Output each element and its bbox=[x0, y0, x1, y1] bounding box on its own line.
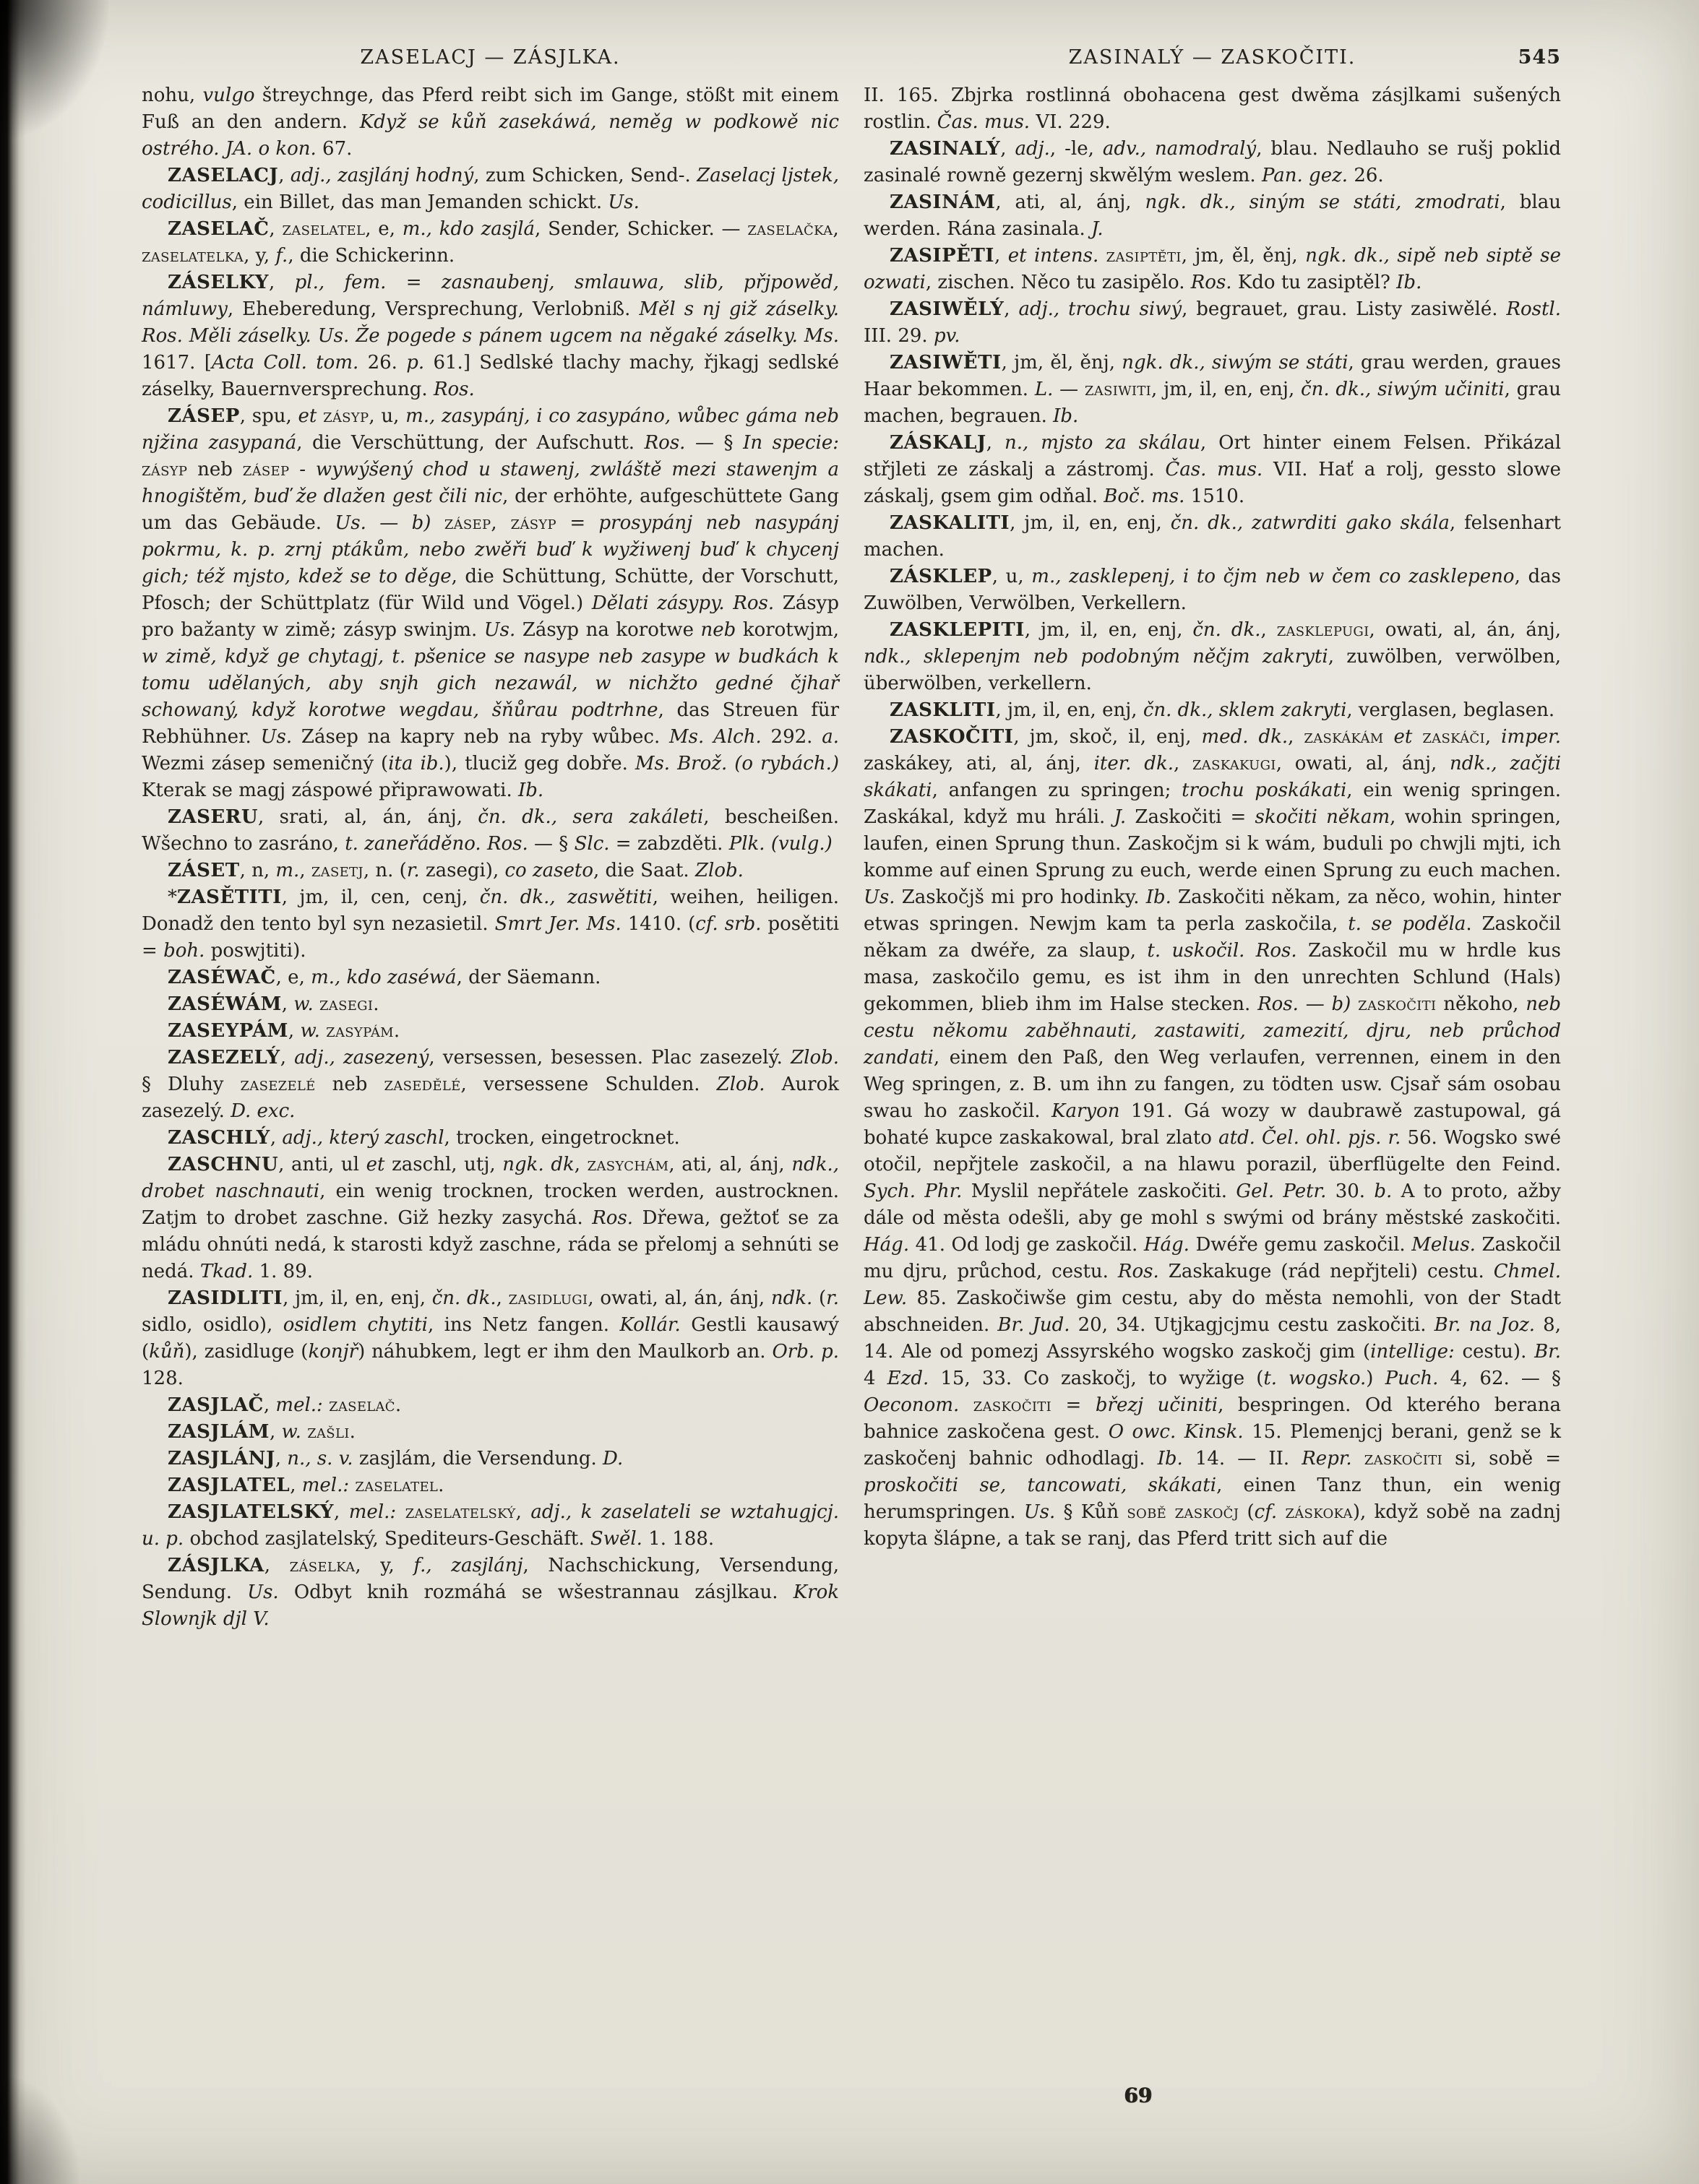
dictionary-paragraph: ZASKOČITI, jm, skoč, il, enj, med. dk., zaskákám et zaskáči, imper. zaskákey, ati, al, ánj, iter. dk., zaskakugi, owati, al, ánj, ndk., začjti skákati, anfangen zu springen; trochu poskákati, ein wenig springen. Zaskákal, když mu hráli. J. Zaskočiti = skočiti někam, wohin springen, laufen, einen Sprung thun. Zaskočjm si k wám, buduli po chwjli mjti, ich komme auf einen Sprung zu euch, werde einen Sprung zu euch machen. Us. Zaskočjš mi pro hodinky. Ib. Zaskočiti někam, za něco, wohin, hinter etwas springen. Newjm kam ta perla zaskočila, t. se poděla. Zaskočil někam za dwéře, za slaup, t. uskočil. Ros. Zaskočil mu w hrdle kus masa, zaskočilo gemu, es ist ihm in den unrechten Schlund (Hals) gekommen, blieb ihm im Halse stecken. Ros. — b) zaskočiti někoho, neb cestu někomu zaběhnauti, zastawiti, zamezití, djru, neb průchod zandati, einem den Paß, den Weg verlaufen, verrennen, einem in den Weg springen, z. B. um ihn zu fangen, zu tödten usw. Cjsař sám osobau swau ho zaskočil. Karyon 191. Gá wozy w daubrawě zastupowal, gá bohaté kupce zaskakowal, bral zlato atd. Čel. ohl. pjs. r. 56. Wogsko swé otočil, nepřjtele zaskočil, a na hlawu porazil, überflügelte den Feind. Sych. Phr. Myslil nepřátele zaskočiti. Gel. Petr. 30. b. A to proto, ažby dále od města odešli, aby ge mohl s swými od brány městské zaskočiti. Hág. 41. Od lodj ge zaskočil. Hág. Dwéře gemu zaskočil. Melus. Zaskočil mu djru, průchod, cestu. Ros. Zaskakuge (rád nepřjteli) cestu. Chmel. Lew. 85. Zaskočiwše gim cestu, aby do města nemohli, von der Stadt abschneiden. Br. Jud. 20, 34. Utjkagjcjmu cestu zaskočiti. Br. na Joz. 8, 14. Ale od pomezj Assyrského wogsko zaskočj gim (intellige: cestu). Br. 4 Ezd. 15, 33. Co zaskočj, to wyžige (t. wogsko.) Puch. 4, 62. — § Oeconom. zaskočiti = březj učiniti, bespringen. Od kterého berana bahnice zaskočena gest. O owc. Kinsk. 15. Plemenjcj berani, genž se k zaskočenj bahnic odhodlagj. Ib. 14. — II. Repr. zaskočiti si, sobě = proskočiti se, tancowati, skákati, einen Tanz thun, ein wenig herumspringen. Us. § Kůň sobě zaskočj (cf. záskoka), když sobě na zadnj kopyta šlápne, a tak se ranj, das Pferd tritt sich auf die bbox=[864, 726, 1562, 1550]
page-number: 545 bbox=[1518, 46, 1561, 69]
right-column bbox=[864, 82, 1561, 1633]
dictionary-paragraph: ZASJLÁNJ, n., s. v. zasjlám, die Versendung. D. bbox=[168, 1448, 624, 1469]
dictionary-paragraph: ZASJLATEL, mel.: zaselatel. bbox=[168, 1475, 444, 1496]
dictionary-paragraph: ZASJLAČ, mel.: zaselač. bbox=[168, 1394, 402, 1416]
running-head-right: ZASINALÝ — ZASKOČITI. bbox=[1068, 46, 1356, 69]
dictionary-paragraph: ZASIWĚTI, jm, ěl, ěnj, ngk. dk., siwým se státi, grau werden, graues Haar bekommen. L. — zasiwiti, jm, il, en, enj, čn. dk., siwým učiniti, grau machen, begrauen. Ib. bbox=[864, 352, 1561, 427]
dictionary-paragraph: ZASÉWAČ, e, m., kdo zaséwá, der Säemann. bbox=[168, 967, 601, 988]
book-gutter-shadow bbox=[0, 0, 26, 2184]
dictionary-paragraph: ZASEZELÝ, adj., zasezený, versessen, besessen. Plac zasezelý. Zlob. § Dluhy zasezelé neb zasedělé, versessene Schulden. Zlob. Aurok zasezelý. D. exc. bbox=[142, 1047, 840, 1122]
dictionary-paragraph: ZASIDLITI, jm, il, en, enj, čn. dk., zasidlugi, owati, al, án, ánj, ndk. (r. sidlo, osidlo), osidlem chytiti, ins Netz fangen. Kollár. Gestli kausawý (kůň), zasidluge (konjř) náhubkem, legt er ihm den Maulkorb an. Orb. p. 128. bbox=[142, 1287, 840, 1389]
scan-corner-shadow-bottom-left bbox=[0, 2076, 79, 2184]
dictionary-paragraph: ZASEYPÁM, w. zasypám. bbox=[168, 1020, 400, 1042]
dictionary-paragraph: ZÁSKALJ, n., mjsto za skálau, Ort hinter einem Felsen. Přikázal střjleti ze záskalj a zástromj. Čas. mus. VII. Hať a rolj, gessto slowe záskalj, gsem gim odňal. Boč. ms. 1510. bbox=[864, 432, 1562, 507]
dictionary-paragraph: ZASCHNU, anti, ul et zaschl, utj, ngk. dk, zasychám, ati, al, ánj, ndk., drobet naschnauti, ein wenig trocknen, trocken werden, austrocknen. Zatjm to drobet zaschne. Giž hezky zasychá. Ros. Dřewa, gežtoť se za mládu ohnúti nedá, k starosti když zaschne, ráda se přelomj a sehnúti se nedá. Tkad. 1. 89. bbox=[142, 1154, 839, 1282]
dictionary-paragraph: ZASINALÝ, adj., -le, adv., namodralý, blau. Nedlauho se rušj poklid zasinalé rowně gezernj skwělým weslem. Pan. gez. 26. bbox=[864, 138, 1562, 186]
scan-corner-shadow-top-left bbox=[0, 0, 108, 137]
dictionary-paragraph: ZÁSEP, spu, et zásyp, u, m., zasypánj, i co zasypáno, wůbec gáma neb njžina zasypaná, die Verschüttung, der Aufschutt. Ros. — § In specie: zásyp neb zásep - wywýšený chod u stawenj, zwláště mezi stawenjm a hnogištěm, buď že dlažen gest čili nic, der erhöhte, aufgeschüttete Gang um das Gebäude. Us. — b) zásep, zásyp = prosypánj neb nasypánj pokrmu, k. p. zrnj ptákům, nebo zwěři buď k wyžiwenj buď k chycenj gich; též mjsto, kdež se to děge, die Schüttung, Schütte, der Vorschutt, Pfosch; der Schüttplatz (für Wild und Vögel.) Dělati zásypy. Ros. Zásyp pro bažanty w zimě; zásyp swinjm. Us. Zásyp na korotwe neb korotwjm, w zimě, když ge chytagj, t. pšenice se nasype neb zasype w budkách k tomu udělaných, aby snjh gich nezawál, w nichžto gedné čjhař schowaný, když korotwe wegdau, šňůrau podtrhne, das Streuen für Rebhühner. Us. Zásep na kapry neb na ryby wůbec. Ms. Alch. 292. a. Wezmi zásep semeničný (ita ib.), tluciž geg dobře. Ms. Brož. (o rybách.) Kterak se magj záspowé připrawowati. Ib. bbox=[142, 405, 840, 801]
dictionary-paragraph: II. 165. Zbjrka rostlinná obohacena gest dwěma zásjlkami sušených rostlin. Čas. mus. VI. 229. bbox=[864, 85, 1561, 133]
dictionary-paragraph: ZASJLÁM, w. zašli. bbox=[168, 1421, 356, 1443]
dictionary-paragraph: ZÁSKLEP, u, m., zasklepenj, i to čjm neb w čem co zasklepeno, das Zuwölben, Verwölben, Verkellern. bbox=[864, 566, 1561, 614]
dictionary-paragraph: nohu, vulgo štreychnge, das Pferd reibt sich im Gange, stößt mit einem Fuß an den andern. Když se kůň zasekáwá, neměg w podkowě nic ostrého. JA. o kon. 67. bbox=[142, 85, 840, 160]
dictionary-paragraph: ZÁSET, n, m., zasetj, n. (r. zasegi), co zaseto, die Saat. Zlob. bbox=[168, 860, 744, 881]
running-header bbox=[142, 46, 1561, 77]
dictionary-paragraph: ZASJLATELSKÝ, mel.: zaselatelský, adj., k zaselateli se wztahugjcj. u. p. obchod zasjlatelský, Spediteurs-Geschäft. Swěl. 1. 188. bbox=[142, 1501, 840, 1550]
dictionary-paragraph: *ZASĚTITI, jm, il, cen, cenj, čn. dk., zaswětiti, weihen, heiligen. Donadž den tento byl syn nezasietil. Smrt Jer. Ms. 1410. (cf. srb. posětiti = boh. poswjtiti). bbox=[142, 886, 840, 962]
dictionary-paragraph: ZASERU, srati, al, án, ánj, čn. dk., sera zakáleti, bescheißen. Wšechno to zasráno, t. zaneřáděno. Ros. — § Slc. = zabzděti. Plk. (vulg.) bbox=[142, 806, 839, 855]
dictionary-paragraph: ZASINÁM, ati, al, ánj, ngk. dk., siným se státi, zmodrati, blau werden. Rána zasinala. J. bbox=[864, 191, 1561, 240]
dictionary-paragraph: ZASKLITI, jm, il, en, enj, čn. dk., sklem zakryti, verglasen, beglasen. bbox=[890, 699, 1555, 721]
dictionary-paragraph: ZASIWĚLÝ, adj., trochu siwý, begrauet, grau. Listy zasiwělé. Rostl. III. 29. pv. bbox=[864, 298, 1561, 347]
dictionary-paragraph: ZASKLEPITI, jm, il, en, enj, čn. dk., zasklepugi, owati, al, án, ánj, ndk., sklepenjm neb podobným něčjm zakryti, zuwölben, verwölben, überwölben, verkellern. bbox=[864, 619, 1562, 694]
dictionary-paragraph: ZÁSJLKA, záselka, y, f., zasjlánj, Nachschickung, Versendung, Sendung. Us. Odbyt knih rozmáhá se wšestrannau zásjlkau. Krok Slownjk djl V. bbox=[142, 1555, 840, 1630]
dictionary-paragraph: ZASIPĚTI, et intens. zasiptěti, jm, ěl, ěnj, ngk. dk., sipě neb siptě se ozwati, zischen. Něco tu zasipělo. Ros. Kdo tu zasiptěl? Ib. bbox=[864, 245, 1562, 293]
dictionary-paragraph: ZASÉWÁM, w. zasegi. bbox=[168, 993, 379, 1015]
dictionary-paragraph: ZASKALITI, jm, il, en, enj, čn. dk., zatwrditi gako skála, felsenhart machen. bbox=[864, 512, 1561, 561]
left-column bbox=[142, 82, 839, 1633]
dictionary-paragraph: ZÁSELKY, pl., fem. = zasnaubenj, smlauwa, slib, přjpowěd, námluwy, Eheberedung, Versprechung, Verlobniß. Měl s nj giž záselky. Ros. Měli záselky. Us. Že pogede s pánem ugcem na něgaké záselky. Ms. 1617. [Acta Coll. tom. 26. p. 61.] Sedlské tlachy machy, řjkagj sedlské záselky, Bauernversprechung. Ros. bbox=[142, 272, 840, 400]
text-columns bbox=[142, 82, 1561, 1633]
dictionary-paragraph: ZASCHLÝ, adj., který zaschl, trocken, eingetrocknet. bbox=[168, 1127, 680, 1149]
running-head-left: ZASELACJ — ZÁSJLKA. bbox=[360, 46, 621, 69]
dictionary-paragraph: ZASELAČ, zaselatel, e, m., kdo zasjlá, Sender, Schicker. — zaselačka, zaselatelka, y, f., die Schickerinn. bbox=[142, 218, 840, 267]
signature-mark: 69 bbox=[1124, 2084, 1152, 2107]
dictionary-paragraph: ZASELACJ, adj., zasjlánj hodný, zum Schicken, Send-. Zaselacj ljstek, codicillus, ein Billet, das man Jemanden schickt. Us. bbox=[142, 165, 839, 213]
